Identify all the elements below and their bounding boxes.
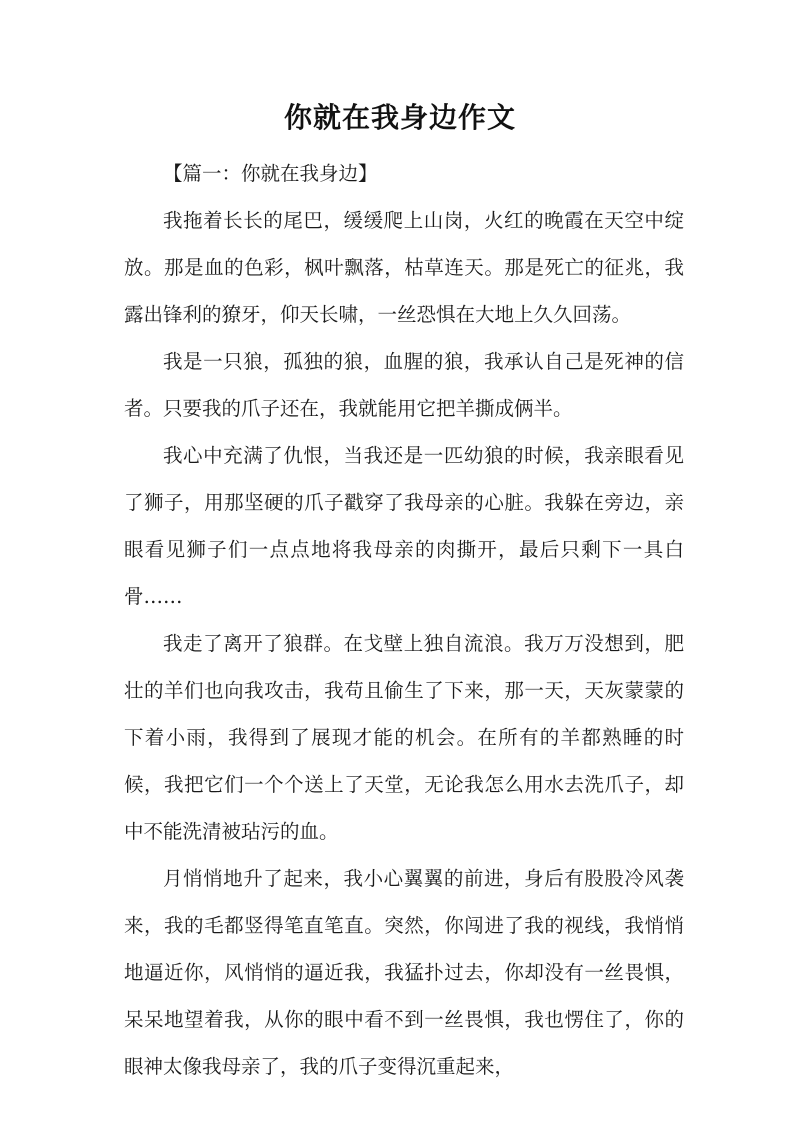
paragraph-3: 我心中充满了仇恨，当我还是一匹幼狼的时候，我亲眼看见了狮子，用那坚硬的爪子戳穿了我母亲的心脏。我躲在旁边，亲眼看见狮子们一点点地将我母亲的肉撕开，最后只剩下一具白骨…… xyxy=(124,444,684,608)
paragraph-2: 我是一只狼，孤独的狼，血腥的狼，我承认自己是死神的信者。只要我的爪子还在，我就能用它把羊撕成俩半。 xyxy=(124,350,684,420)
document-title: 你就在我身边作文 xyxy=(283,101,516,134)
paragraph-5: 月悄悄地升了起来，我小心翼翼的前进，身后有股股冷风袭来，我的毛都竖得笔直笔直。突然，你闯进了我的视线，我悄悄地逼近你，风悄悄的逼近我，我猛扑过去，你却没有一丝畏惧，呆呆地望着我，从你的眼中看不到一丝畏惧，我也愣住了，你的眼神太像我母亲了，我的爪子变得沉重起来， xyxy=(124,867,684,1078)
document-body xyxy=(124,150,684,1090)
section-heading: 【篇一：你就在我身边】 xyxy=(163,162,378,185)
paragraph-4: 我走了离开了狼群。在戈壁上独自流浪。我万万没想到，肥壮的羊们也向我攻击，我苟且偷生了下来，那一天，天灰蒙蒙的下着小雨，我得到了展现才能的机会。在所有的羊都熟睡的时候，我把它们一个个送上了天堂，无论我怎么用水去洗爪子，却中不能洗清被玷污的血。 xyxy=(124,632,684,843)
paragraph-1: 我拖着长长的尾巴，缓缓爬上山岗，火红的晚霞在天空中绽放。那是血的色彩，枫叶飘落，枯草连天。那是死亡的征兆，我露出锋利的獠牙，仰天长啸，一丝恐惧在大地上久久回荡。 xyxy=(124,209,684,326)
